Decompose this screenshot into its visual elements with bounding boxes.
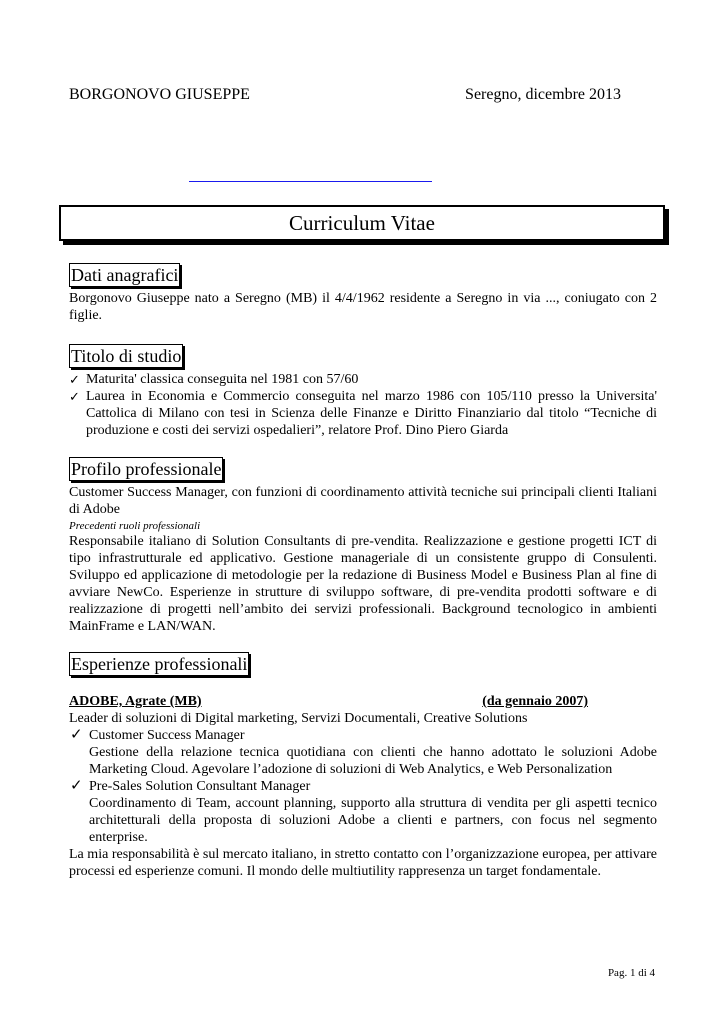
company-name: ADOBE, Agrate (MB) [69,694,202,709]
company-row [69,693,588,710]
roles-list [69,727,657,846]
section-heading: Profilo professionale [71,459,222,479]
checkmark-icon: ✓ [70,778,83,794]
section-dati-anagrafici [69,263,657,324]
header [69,86,621,104]
company-period: (da gennaio 2007) [482,694,588,709]
section-heading: Titolo di studio [71,346,182,366]
role-desc: Gestione della relazione tecnica quotidiana con clienti che hanno adottato le soluzioni Adobe Marketing Cloud. Agevolare l’adozione di soluzioni di Web Analytics, e Web Personalization [89,745,657,777]
profilo-previous: Responsabile italiano di Solution Consultants di pre-vendita. Realizzazione e gestione progetti ICT di tipo infrastrutturale ed applicativo. Gestione manageriale di un consistente gruppo di Consulenti. Sviluppo ed applicazione di metodologie per la redazione di Business Model e Business Plan al fine di avviare NewCo. Esperienze in strutture di sviluppo software, di pre-vendita prodotti software e di realizzazione di progetti nell’ambito dei servizi professionali. Background tecnologico in ambienti MainFrame e LAN/WAN. [69,534,657,634]
checkmark-icon: ✓ [70,727,83,743]
list-item [69,727,657,778]
page-number: Pag. 1 di 4 [607,967,655,979]
section-heading: Esperienze professionali [71,654,248,674]
list-item: ✓ Laurea in Economia e Commercio conseguita nel marzo 1986 con 105/110 presso la Universita' Cattolica di Milano con tesi in Scienza delle Finanze e Diritto Finanziario dal titolo “Tecniche di produzione e costi dei servizi ospedalieri”, relatore Prof. Dino Piero Giarda [69,389,657,438]
section-profilo [69,457,657,635]
checkmark-icon: ✓ [69,389,80,404]
role-desc: Coordinamento di Team, account planning, supporto alla struttura di vendita per gli aspetti tecnico architetturali della proposta di soluzioni Adobe a clienti e partners, con focus nel segmento enterprise. [89,796,657,845]
titolo-list [69,371,657,439]
checkmark-icon: ✓ [69,372,80,387]
role-title: Pre-Sales Solution Consultant Manager [89,779,311,794]
esperienze-closing: La mia responsabilità è sul mercato italiano, in stretto contatto con l’organizzazione europea, per attivare processi ed esperienze comuni. Il mondo delle multiutility rappresenza un target fondamentale. [69,847,657,879]
section-heading: Dati anagrafici [71,265,179,285]
author-name: BORGONOVO GIUSEPPE [69,86,250,103]
previous-roles-label: Precedenti ruoli professionali [69,520,201,532]
role-title: Customer Success Manager [89,728,245,743]
dati-text: Borgonovo Giuseppe nato a Seregno (MB) il 4/4/1962 residente a Seregno in via ..., coniugato con 2 figlie. [69,291,657,323]
document-title: Curriculum Vitae [59,205,665,241]
section-titolo-studio [69,344,657,439]
hyperlink-underline[interactable] [189,181,432,182]
place-date: Seregno, dicembre 2013 [465,86,621,103]
list-item: ✓ Maturita' classica conseguita nel 1981 con 57/60 [69,372,359,387]
profilo-current: Customer Success Manager, con funzioni di coordinamento attività tecniche sui principali clienti Italiani di Adobe [69,485,657,517]
company-intro: Leader di soluzioni di Digital marketing, Servizi Documentali, Creative Solutions [69,711,528,726]
section-esperienze [69,652,657,880]
list-item [69,778,657,846]
